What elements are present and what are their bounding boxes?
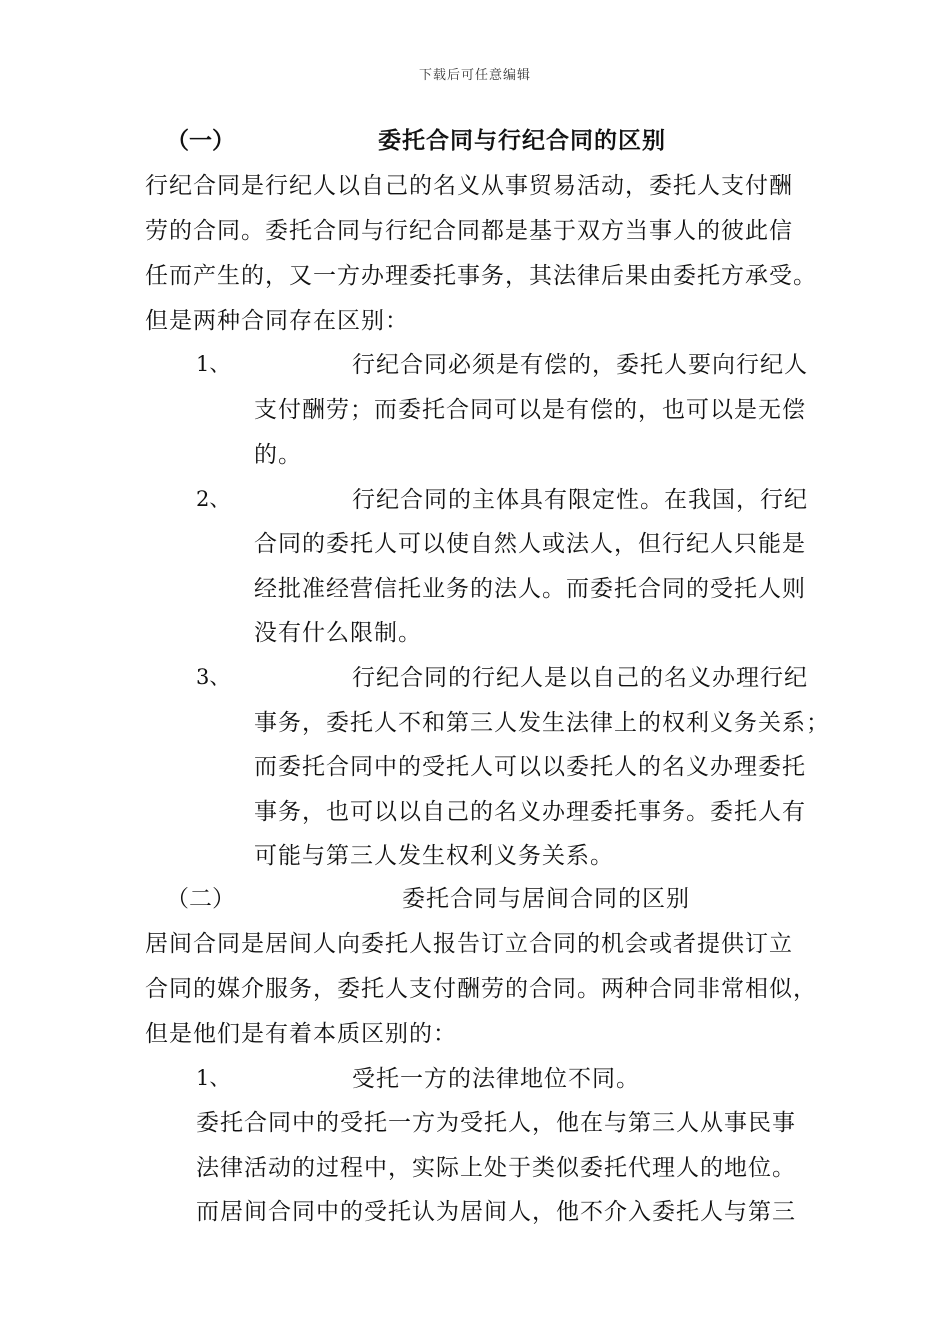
paragraph-line: 但是两种合同存在区别： [145,308,409,334]
list-item-line: 而居间合同中的受托认为居间人，他不介入委托人与第三 [196,1199,796,1225]
section-2-title: 委托合同与居间合同的区别 [402,886,690,912]
paragraph-line: 任而产生的，又一方办理委托事务，其法律后果由委托方承受。 [145,263,817,289]
page-header-note: 下载后可任意编辑 [418,68,531,83]
section-2-number: （二） [166,886,235,912]
paragraph-line: 但是他们是有着本质区别的： [145,1021,457,1047]
paragraph-line: 合同的媒介服务，委托人支付酬劳的合同。两种合同非常相似， [145,976,817,1002]
list-item-line: 行纪合同必须是有偿的，委托人要向行纪人 [352,352,808,378]
list-item-number: 1、 [196,1066,231,1090]
section-1-title: 委托合同与行纪合同的区别 [378,127,666,154]
list-item-line: 经批准经营信托业务的法人。而委托合同的受托人则 [254,576,806,602]
list-item-line: 没有什么限制。 [254,620,422,646]
list-item-number: 2、 [196,487,231,511]
paragraph-line: 劳的合同。委托合同与行纪合同都是基于双方当事人的彼此信 [145,218,793,244]
paragraph-line: 行纪合同是行纪人以自己的名义从事贸易活动，委托人支付酬 [145,173,793,199]
list-item-line: 的。 [254,442,302,468]
section-1-number: （一） [166,127,235,154]
list-item-line: 行纪合同的行纪人是以自己的名义办理行纪 [352,665,808,691]
list-item-line: 而委托合同中的受托人可以以委托人的名义办理委托 [254,754,806,780]
list-item-line: 合同的委托人可以使自然人或法人，但行纪人只能是 [254,531,806,557]
list-item-line: 事务，委托人不和第三人发生法律上的权利义务关系； [254,710,830,736]
list-item-line: 可能与第三人发生权利义务关系。 [254,843,614,869]
list-item-line: 法律活动的过程中，实际上处于类似委托代理人的地位。 [196,1155,796,1181]
list-item-line: 委托合同中的受托一方为受托人，他在与第三人从事民事 [196,1110,796,1136]
list-item-number: 3、 [196,665,231,689]
list-item-line: 支付酬劳；而委托合同可以是有偿的，也可以是无偿 [254,397,806,423]
list-item-line: 事务，也可以以自己的名义办理委托事务。委托人有 [254,799,806,825]
list-item-line: 受托一方的法律地位不同。 [352,1066,640,1092]
list-item-number: 1、 [196,352,231,376]
paragraph-line: 居间合同是居间人向委托人报告订立合同的机会或者提供订立 [145,931,793,957]
list-item-line: 行纪合同的主体具有限定性。在我国，行纪 [352,487,808,513]
